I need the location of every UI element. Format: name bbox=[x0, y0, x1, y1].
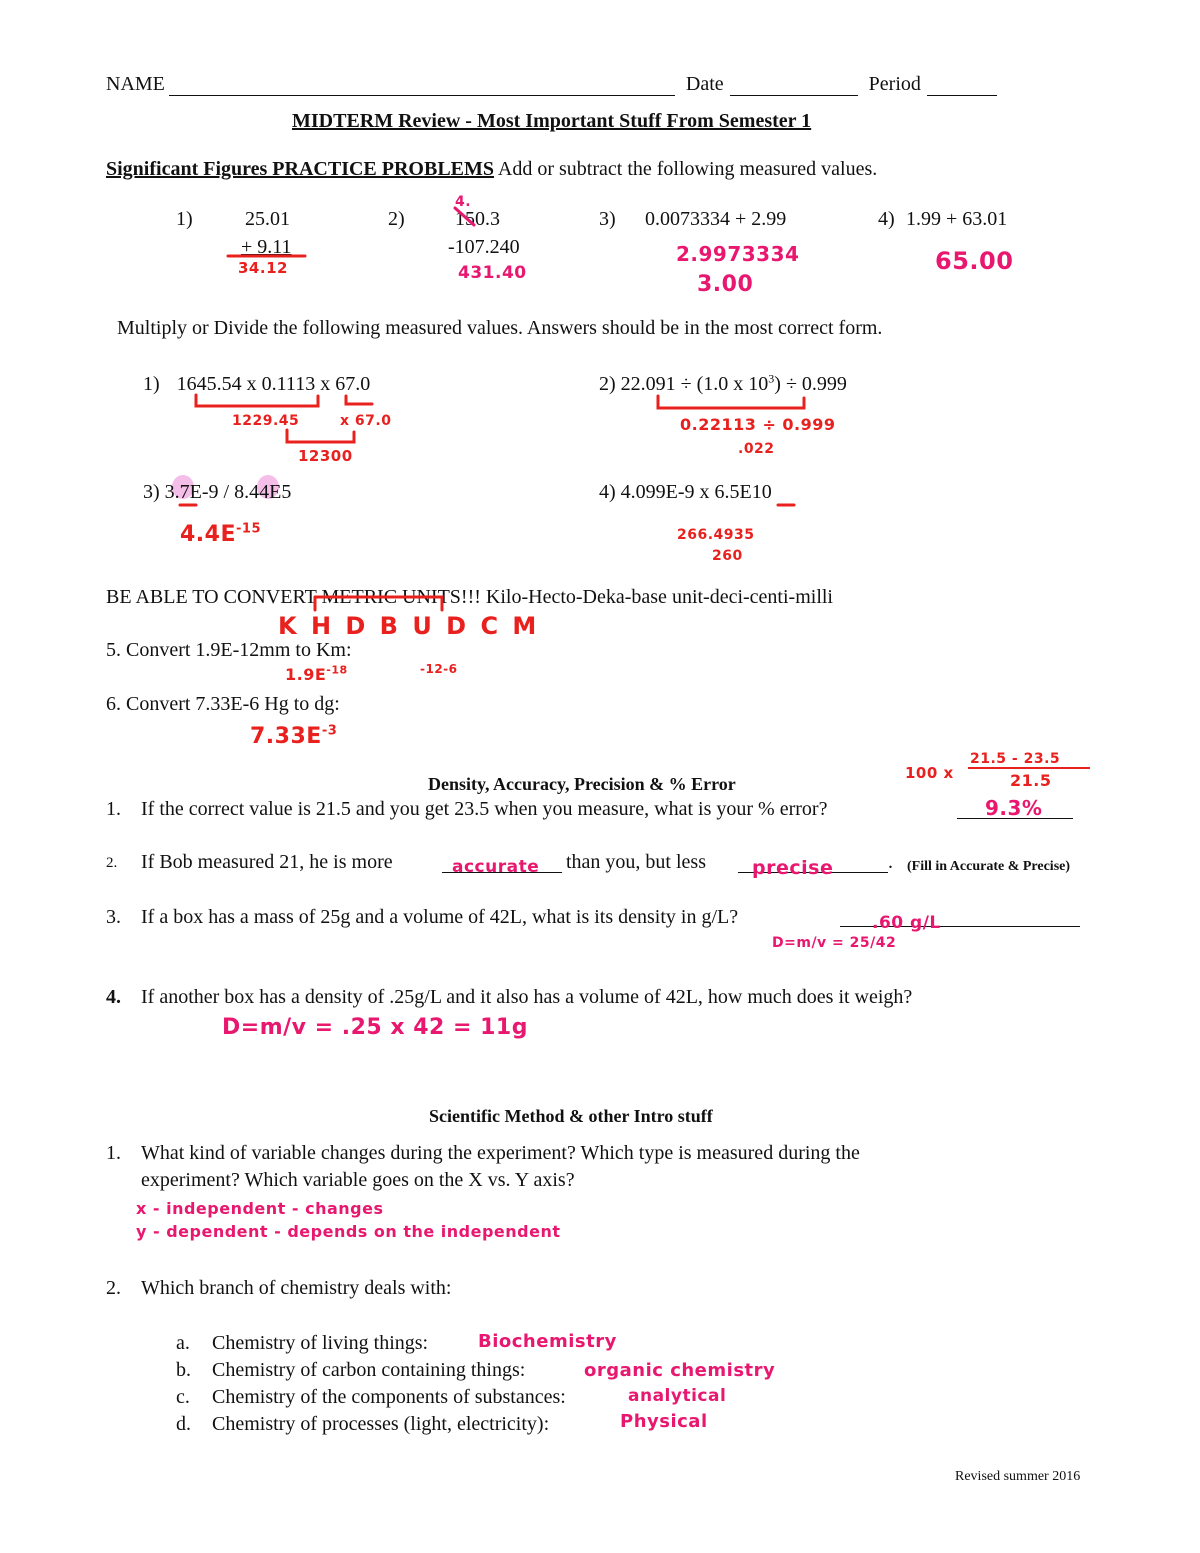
md-p2-work-2: .022 bbox=[738, 441, 775, 457]
metric-q6-answer-exp: -3 bbox=[321, 723, 338, 739]
sci-q1-num: 1. bbox=[106, 1142, 121, 1164]
md-p4-work-2: 260 bbox=[712, 548, 743, 564]
name-label: NAME bbox=[106, 73, 165, 95]
sci-q1-line2: experiment? Which variable goes on the X vs. Y axis? bbox=[141, 1169, 575, 1191]
p3-number: 3) bbox=[599, 208, 616, 230]
metric-q5-answer-base: 1.9E bbox=[285, 665, 327, 684]
sig-figs-heading: Significant Figures PRACTICE PROBLEMS bbox=[106, 158, 494, 180]
metric-arrow-2 bbox=[315, 597, 442, 610]
sci-q1-answer-2: y - dependent - depends on the independent bbox=[136, 1222, 561, 1241]
p2-note: 4. bbox=[455, 194, 472, 210]
metric-q6: 6. Convert 7.33E-6 Hg to dg: bbox=[106, 693, 340, 715]
md-p2-label: 2) 22.091 ÷ (1.0 x 10 bbox=[599, 373, 769, 395]
md-p2-exp: 3 bbox=[768, 371, 775, 386]
density-q2-answer-2: precise bbox=[752, 857, 834, 879]
density-q1-num: 1. bbox=[106, 798, 121, 820]
density-q1: If the correct value is 21.5 and you get 23.5 when you measure, what is your % error? bbox=[141, 798, 828, 820]
md-p1-label: 1) bbox=[143, 373, 160, 395]
metric-q6-answer-base: 7.33E bbox=[250, 724, 322, 749]
footer-revised: Revised summer 2016 bbox=[955, 1469, 1081, 1484]
density-q1-answer: 9.3% bbox=[985, 796, 1043, 820]
p3-answer-2: 3.00 bbox=[697, 272, 754, 297]
density-q3-answer: .60 g/L bbox=[872, 913, 941, 933]
p2-answer: 431.40 bbox=[458, 263, 527, 283]
branch-item-d-letter: d. bbox=[176, 1413, 191, 1435]
p2-strike bbox=[455, 208, 474, 225]
density-q3-work: D=m/v = 25/42 bbox=[772, 935, 897, 951]
md-p2-bracket bbox=[658, 396, 804, 408]
md-p3-expr: 3.7E-9 / 8.44E5 bbox=[164, 481, 292, 503]
sci-q1-answer-1: x - independent - changes bbox=[136, 1199, 384, 1218]
md-p1-expr: 1645.54 x 0.1113 x 67.0 bbox=[176, 373, 371, 395]
p1-answer: 34.12 bbox=[238, 259, 288, 277]
branch-item-c-text: Chemistry of the components of substances: bbox=[212, 1386, 566, 1408]
p4-number: 4) bbox=[878, 208, 895, 230]
density-q4-work: D=m/v = .25 x 42 = 11g bbox=[222, 1015, 528, 1040]
density-q2-part-b: than you, but less bbox=[566, 851, 706, 873]
branch-item-a-text: Chemistry of living things: bbox=[212, 1332, 429, 1354]
density-q2-part-a: If Bob measured 21, he is more bbox=[141, 851, 393, 873]
metric-q5-note: -12-6 bbox=[420, 662, 458, 676]
branch-item-c-letter: c. bbox=[176, 1386, 190, 1408]
sig-figs-instruction: Add or subtract the following measured values. bbox=[497, 158, 878, 180]
p1-number: 1) bbox=[176, 208, 193, 230]
branch-item-d-text: Chemistry of processes (light, electricity): bbox=[212, 1413, 550, 1435]
md-p4-label: 4) bbox=[599, 481, 616, 503]
density-q3-num: 3. bbox=[106, 906, 121, 928]
md-p2-tail: ) ÷ 0.999 bbox=[774, 373, 847, 395]
branch-item-b-answer: organic chemistry bbox=[584, 1360, 776, 1381]
density-work-prefix: 100 x bbox=[905, 764, 954, 782]
p1-bottom: + 9.11 bbox=[241, 236, 292, 258]
p3-answer-1: 2.9973334 bbox=[676, 242, 800, 266]
md-p3-label: 3) bbox=[143, 481, 160, 503]
density-q2-hint: (Fill in Accurate & Precise) bbox=[907, 859, 1071, 874]
sci-q1-line1: What kind of variable changes during the experiment? Which type is measured during the bbox=[141, 1142, 860, 1164]
md-p1-bracket-2 bbox=[287, 430, 354, 442]
md-p4-work-1: 266.4935 bbox=[677, 527, 755, 543]
p2-top: 150.3 bbox=[455, 208, 500, 230]
metric-ladder: K H D B U D C M bbox=[278, 612, 540, 640]
branch-item-a-answer: Biochemistry bbox=[478, 1331, 617, 1352]
md-p1-work-1: 1229.45 bbox=[232, 413, 300, 429]
density-q2-num: 2. bbox=[106, 855, 118, 871]
branch-item-b-text: Chemistry of carbon containing things: bbox=[212, 1359, 526, 1381]
p3-expr: 0.0073334 + 2.99 bbox=[645, 208, 787, 230]
p4-expr: 1.99 + 63.01 bbox=[906, 208, 1008, 230]
page-title: MIDTERM Review - Most Important Stuff From Semester 1 bbox=[292, 110, 812, 132]
density-q2-answer-1: accurate bbox=[452, 857, 540, 877]
md-p3-answer-base: 4.4E bbox=[180, 522, 237, 547]
metric-q5: 5. Convert 1.9E-12mm to Km: bbox=[106, 639, 352, 661]
branch-item-b-letter: b. bbox=[176, 1359, 191, 1381]
md-p3-answer-exp: -15 bbox=[236, 521, 262, 537]
date-label: Date bbox=[685, 73, 724, 95]
md-p1-bracket-3 bbox=[346, 396, 372, 404]
mult-div-instruction: Multiply or Divide the following measured values. Answers should be in the most correct form. bbox=[117, 317, 883, 339]
md-p1-bracket-1 bbox=[196, 395, 318, 406]
density-q3: If a box has a mass of 25g and a volume of 42L, what is its density in g/L? bbox=[141, 906, 739, 928]
p2-number: 2) bbox=[388, 208, 405, 230]
density-q4: If another box has a density of .25g/L and it also has a volume of 42L, how much does it weigh? bbox=[141, 986, 913, 1008]
sci-q2: Which branch of chemistry deals with: bbox=[141, 1277, 452, 1299]
sci-q2-num: 2. bbox=[106, 1277, 121, 1299]
metric-q5-answer-exp: -18 bbox=[326, 663, 348, 677]
branch-item-c-answer: analytical bbox=[628, 1386, 727, 1406]
sci-method-heading: Scientific Method & other Intro stuff bbox=[429, 1106, 713, 1126]
branch-item-a-letter: a. bbox=[176, 1332, 190, 1354]
p4-answer: 65.00 bbox=[935, 247, 1014, 275]
density-q4-num-text: 4. bbox=[106, 986, 121, 1008]
branch-item-d-answer: Physical bbox=[620, 1411, 708, 1432]
md-p1-work-3: 12300 bbox=[298, 447, 353, 465]
md-p1-work-2: x 67.0 bbox=[340, 413, 392, 429]
md-p2-work-1: 0.22113 ÷ 0.999 bbox=[680, 415, 836, 434]
p1-top: 25.01 bbox=[245, 208, 290, 230]
period-label: Period bbox=[868, 73, 921, 95]
density-heading: Density, Accuracy, Precision & % Error bbox=[428, 774, 736, 794]
density-q2-part-c: . bbox=[888, 851, 893, 873]
metric-heading: BE ABLE TO CONVERT METRIC UNITS!!! Kilo-Hecto-Deka-base unit-deci-centi-milli bbox=[106, 586, 833, 608]
density-work-numerator: 21.5 - 23.5 bbox=[970, 751, 1061, 767]
p2-bottom: -107.240 bbox=[448, 236, 520, 258]
density-work-denominator: 21.5 bbox=[1010, 771, 1052, 790]
md-p4-expr: 4.099E-9 x 6.5E10 bbox=[620, 481, 772, 503]
